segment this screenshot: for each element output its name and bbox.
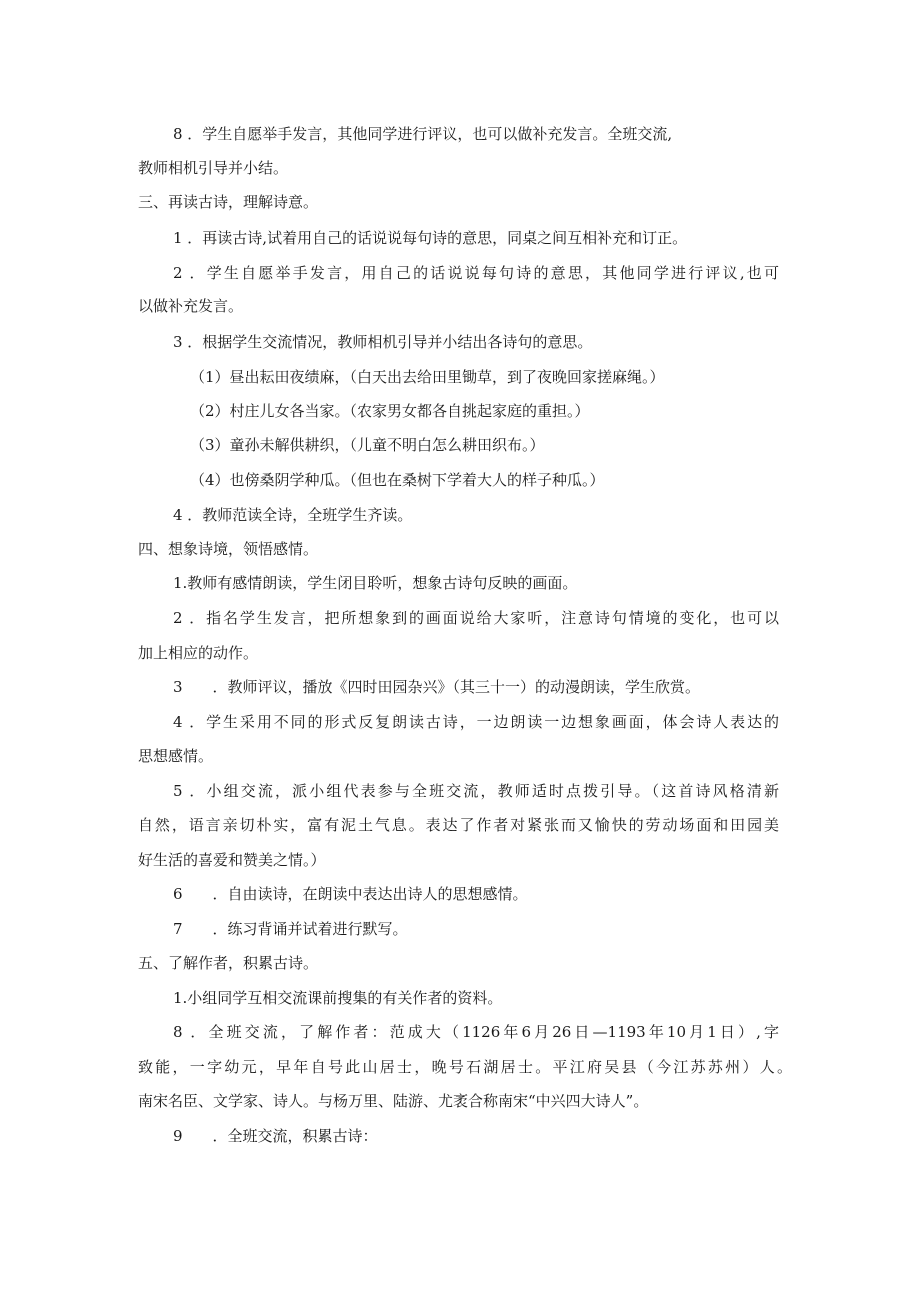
text-line: 3 ．教师评议，播放《四时田园杂兴》（其三十一）的动漫朗读，学生欣赏。 [173,678,701,696]
text-line: 好生活的喜爱和赞美之情。） [138,851,326,869]
text-line: 思想感情。 [138,747,214,765]
text-line: 4 ．教师范读全诗，全班学生齐读。 [173,506,413,524]
text-line: 5 ．小组交流，派小组代表参与全班交流，教师适时点拨引导。（这首诗风格清新 [173,782,779,800]
text-line: 3 ．根据学生交流情况，教师相机引导并小结出各诗句的意思。 [173,333,593,351]
text-line: （4）也傍桑阴学种瓜。（但也在桑树下学着大人的样子种瓜。） [190,471,605,489]
text-line: （1）昼出耘田夜绩麻，（白天出去给田里锄草，到了夜晚回家搓麻绳。） [190,368,665,386]
text-line: 教师相机引导并小结。 [138,159,289,177]
text-line: （2）村庄儿女各当家。（农家男女都各自挑起家庭的重担。） [190,402,590,420]
section-heading: 四、想象诗境，领悟感情。 [138,540,319,558]
text-line: 4 ．学生采用不同的形式反复朗读古诗，一边朗读一边想象画面，体会诗人表达的 [173,713,779,731]
text-line: 1.小组同学互相交流课前搜集的有关作者的资料。 [173,989,503,1007]
text-line: 以做补充发言。 [138,297,244,315]
text-line: 1.教师有感情朗读，学生闭目聆听，想象古诗句反映的画面。 [173,574,578,592]
text-line: 9 ．全班交流，积累古诗： [173,1127,378,1145]
text-line: （3）童孙未解供耕织，（儿童不明白怎么耕田织布。） [190,436,545,454]
text-line: 自然，语言亲切朴实，富有泥土气息。表达了作者对紧张而又愉快的劳动场面和田园美 [138,816,779,834]
section-heading: 三、再读古诗，理解诗意。 [138,193,319,211]
text-line: 8 ．全班交流，了解作者：范成大（1126年6月26日—1193年10月1日）,字 [173,1023,779,1041]
section-heading: 五、了解作者，积累古诗。 [138,954,319,972]
text-line: 2 ．指名学生发言，把所想象到的画面说给大家听，注意诗句情境的变化，也可以 [173,609,779,627]
text-line: 致能，一字幼元，早年自号此山居士，晚号石湖居士。平江府吴县（今江苏苏州）人。 [138,1058,792,1076]
text-line: 2 ．学生自愿举手发言，用自己的话说说每句诗的意思，其他同学进行评议,也可 [173,264,779,282]
text-line: 加上相应的动作。 [138,644,259,662]
text-line: 6 ．自由读诗，在朗读中表达出诗人的思想感情。 [173,885,528,903]
text-line: 8 ．学生自愿举手发言，其他同学进行评议，也可以做补充发言。全班交流, [173,125,673,143]
text-line: 1 ．再读古诗,试着用自己的话说说每句诗的意思，同桌之间互相补充和订正。 [173,229,688,247]
text-line: 7 ．练习背诵并试着进行默写。 [173,920,408,938]
text-line: 南宋名臣、文学家、诗人。与杨万里、陆游、尤袤合称南宋“中兴四大诗人”。 [138,1092,649,1110]
